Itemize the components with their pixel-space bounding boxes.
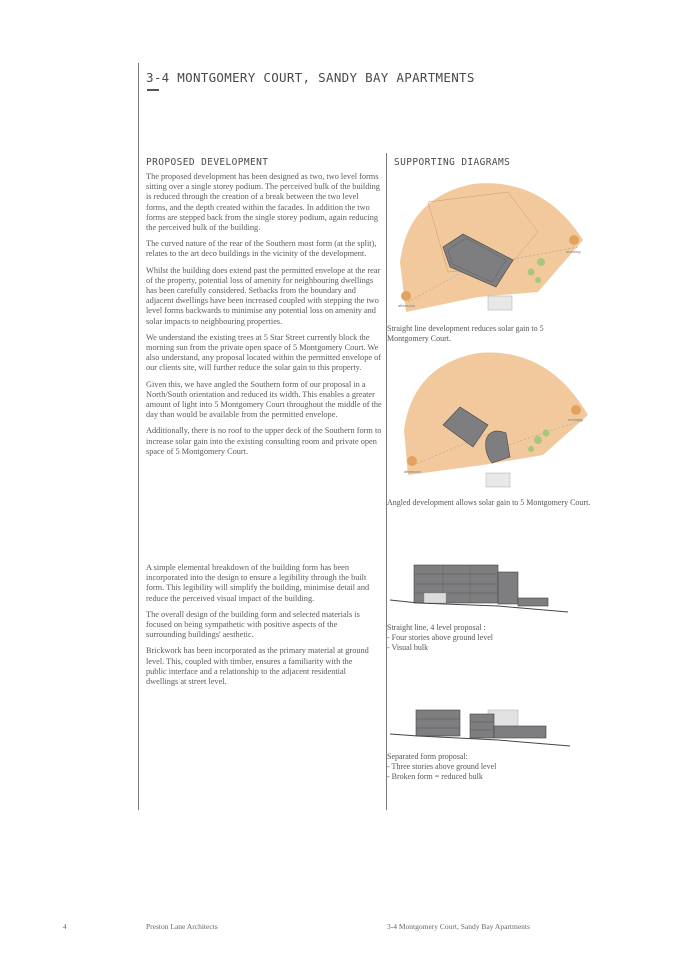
- caption-line: - Broken form = reduced bulk: [387, 772, 483, 781]
- column-divider-rule: [386, 153, 387, 810]
- paragraph: Brickwork has been incorporated as the primary material at ground level. This, coupled with timber, ensures a familiarity with the public interface and a relationship to the adjacent residential dwellings at street level.: [146, 646, 369, 687]
- solar2-caption: Angled development allows solar gain to 5 Montgomery Court.: [387, 498, 591, 507]
- paragraph: The curved nature of the rear of the Southern most form (at the split), relates to the art deco buildings in the vicinity of the development.: [146, 239, 377, 259]
- paragraph: The overall design of the building form and selected materials is focused on being sympathetic with positive aspects of the surrounding buildings' aesthetic.: [146, 609, 360, 640]
- neighbour-building: [488, 296, 512, 310]
- tree: [537, 258, 545, 266]
- afternoon-sun-dot: [401, 291, 411, 301]
- afternoon-label: afternoon: [398, 303, 415, 308]
- afternoon-label: afternoon: [404, 469, 421, 474]
- building-mass: [414, 565, 548, 606]
- left-margin-rule: [138, 63, 139, 810]
- morning-sun-dot: [569, 235, 579, 245]
- paragraph: Additionally, there is no roof to the upper deck of the Southern form to increase solar gain into the existing consulting room and private open space of 5 Montgomery Court.: [146, 426, 382, 456]
- caption-line: - Three stories above ground level: [387, 762, 497, 771]
- caption-line: - Visual bulk: [387, 643, 429, 652]
- tree: [534, 436, 542, 444]
- page-title: 3-4 MONTGOMERY COURT, SANDY BAY APARTMENTS: [146, 70, 475, 85]
- caption-line: Straight line, 4 level proposal :: [387, 623, 486, 632]
- footer-project: 3-4 Montgomery Court, Sandy Bay Apartments: [387, 922, 530, 931]
- elevation-straight-4-level: [388, 560, 573, 620]
- tree: [543, 430, 550, 437]
- building-form-text: [146, 563, 372, 693]
- afternoon-sun-dot: [407, 456, 417, 466]
- solar-diagram-straight: [388, 172, 594, 322]
- solar-diagram-angled: [388, 345, 594, 495]
- building-mass: [416, 710, 546, 738]
- caption-line: - Four stories above ground level: [387, 633, 493, 642]
- solar1-caption: Straight line development reduces solar gain to 5 Montgomery Court.: [387, 324, 544, 343]
- elev2-caption: [387, 752, 496, 782]
- tree: [528, 269, 535, 276]
- elevation-separated-form: [388, 700, 573, 750]
- paragraph: Whilst the building does extend past the permitted envelope at the rear of the property, potential loss of amenity for neighbouring dwellings has been carefully considered. Setbacks from the boundary and adjacent dwellings have been increased coupled with stepping the two level forms backwards to minimise any potential loss on amenity and solar impacts to neighbouring properties.: [146, 265, 381, 326]
- morning-label: morning: [566, 249, 581, 254]
- supporting-diagrams-heading: SUPPORTING DIAGRAMS: [394, 157, 511, 168]
- morning-sun-dot: [571, 405, 581, 415]
- paragraph: We understand the existing trees at 5 Star Street currently block the morning sun from the private open space of 5 Montgomery Court. We also understand, any proposal located within the permitted envelope of our clients site, will further reduce the solar gain to this property.: [146, 332, 382, 373]
- footer-firm: Preston Lane Architects: [146, 922, 218, 931]
- paragraph: A simple elemental breakdown of the building form has been incorporated into the design to ensure a legibility through the built form. This legibility will simplify the building, minimise detail and reduce the perceived visual impact of the building.: [146, 563, 370, 603]
- paragraph: The proposed development has been designed as two, two level forms sitting over a single storey podium. The perceived bulk of the building is reduced through the creation of a break between the two level forms, and the depth created within the facades. In addition the two forms are stepped back from the single storey podium, again reducing the perceived bulk of the building.: [146, 172, 380, 233]
- tree: [528, 446, 534, 452]
- paragraph: Given this, we have angled the Southern form of our proposal in a North/South orientation and reduced its width. This enables a greater amount of light into 5 Montgomery Court throughout the middle of the day than would be available from the permitted envelope.: [146, 379, 382, 420]
- title-underline: [147, 89, 159, 91]
- proposed-development-text: [146, 172, 382, 463]
- neighbour-building: [486, 473, 510, 487]
- morning-label: morning: [568, 417, 583, 422]
- proposed-development-heading: PROPOSED DEVELOPMENT: [146, 157, 269, 168]
- page-number: 4: [63, 922, 67, 931]
- caption-line: Separated form proposal:: [387, 752, 468, 761]
- sun-path-fan: [400, 183, 583, 312]
- tree: [535, 277, 541, 283]
- elev1-caption: [387, 623, 493, 653]
